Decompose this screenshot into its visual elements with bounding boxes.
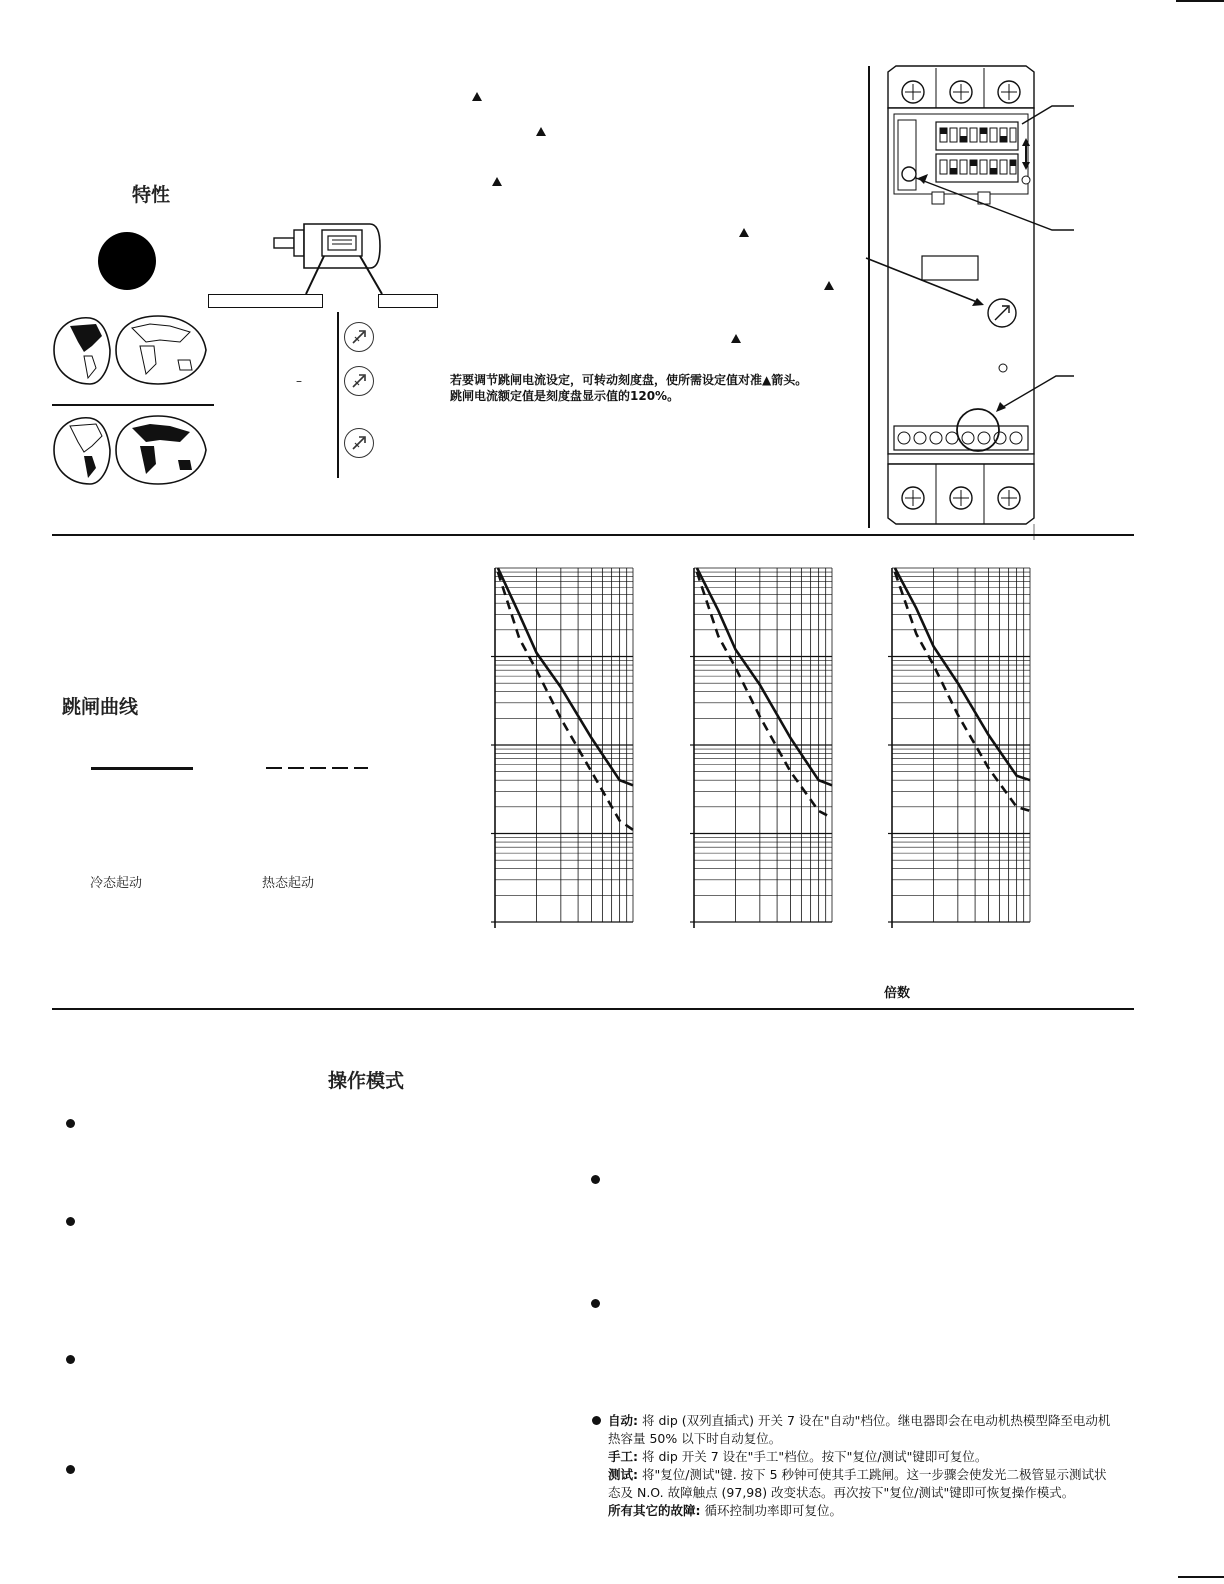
- triangle-marker-icon: [731, 334, 741, 343]
- bullet-point: [591, 1175, 600, 1184]
- triangle-marker-icon: [472, 92, 482, 101]
- legend-hot-start: 热态起动: [262, 876, 315, 891]
- legend-dashed-line: [266, 766, 368, 770]
- map-divider: [52, 404, 214, 406]
- section-divider: [52, 534, 1134, 536]
- auto-text-cont: 热容量 50% 以下时自动复位。: [608, 1431, 782, 1446]
- manual-label: 手工:: [608, 1449, 638, 1464]
- cold-start-curve: [498, 568, 633, 785]
- dial-icon: [344, 322, 374, 352]
- dial-leader-arrow: [864, 254, 994, 314]
- world-map-filled-icon: [50, 412, 210, 488]
- trip-curve-charts: [480, 560, 1060, 940]
- test-text-cont: 态及 N.O. 故障触点 (97,98) 改变状态。再次按下"复位/测试"键即可恢复操作模式。: [608, 1485, 1075, 1500]
- bullet-point: [66, 1217, 75, 1226]
- dial-icon: [344, 428, 374, 458]
- bullet-point: [66, 1465, 75, 1474]
- triangle-marker-icon: [824, 281, 834, 290]
- dial-instruction-line2: 跳闸电流额定值是刻度盘显示值的120%。: [450, 389, 680, 403]
- bullet-point: [591, 1299, 600, 1308]
- operation-mode-heading: 操作模式: [328, 1070, 405, 1092]
- trip-curve-heading: 跳闸曲线: [62, 696, 139, 718]
- bullet-point: [66, 1119, 75, 1128]
- manual-text: 将 dip 开关 7 设在"手工"档位。按下"复位/测试"键即可复位。: [641, 1449, 988, 1464]
- label-box-left: [208, 294, 323, 308]
- operation-description: [608, 1412, 1188, 1520]
- bullet-point: [592, 1416, 601, 1425]
- section-divider: [52, 1008, 1134, 1010]
- label-box-right: [378, 294, 438, 308]
- triangle-marker-icon: [492, 177, 502, 186]
- legend-cold-start: 冷态起动: [90, 876, 143, 891]
- triangle-marker-icon: [739, 228, 749, 237]
- other-faults-text: 循环控制功率即可复位。: [704, 1503, 842, 1518]
- top-right-rule: [1176, 0, 1224, 2]
- legend-solid-line: [91, 767, 193, 770]
- test-label: 测试:: [608, 1467, 638, 1482]
- dial-instruction-line1: 若要调节跳闸电流设定，可转动刻度盘，使所需设定值对准▲箭头。: [450, 373, 808, 387]
- cold-start-curve: [895, 568, 1030, 780]
- other-faults-label: 所有其它的故障:: [608, 1503, 701, 1518]
- dial-instruction: [450, 372, 807, 404]
- motor-diagram: [270, 216, 390, 296]
- auto-label: 自动:: [608, 1413, 638, 1428]
- dial-icon: [344, 366, 374, 396]
- x-axis-label: 倍数: [884, 986, 911, 1001]
- bottom-right-rule: [1178, 1576, 1224, 1578]
- bullet-point: [66, 1355, 75, 1364]
- dial-marker: –: [296, 374, 302, 388]
- cold-start-curve: [697, 568, 832, 785]
- world-map-icon: [50, 312, 210, 388]
- test-text: 将"复位/测试"键. 按下 5 秒钟可使其手工跳闸。这一步骤会使发光二极管显示测试状: [641, 1467, 1107, 1482]
- dial-column-rule: [337, 312, 339, 478]
- characteristics-heading: 特性: [132, 184, 171, 206]
- auto-text: 将 dip (双列直插式) 开关 7 设在"自动"档位。继电器即会在电动机热模型降至电动机: [641, 1413, 1111, 1428]
- black-circle-icon: [98, 232, 156, 290]
- triangle-marker-icon: [536, 127, 546, 136]
